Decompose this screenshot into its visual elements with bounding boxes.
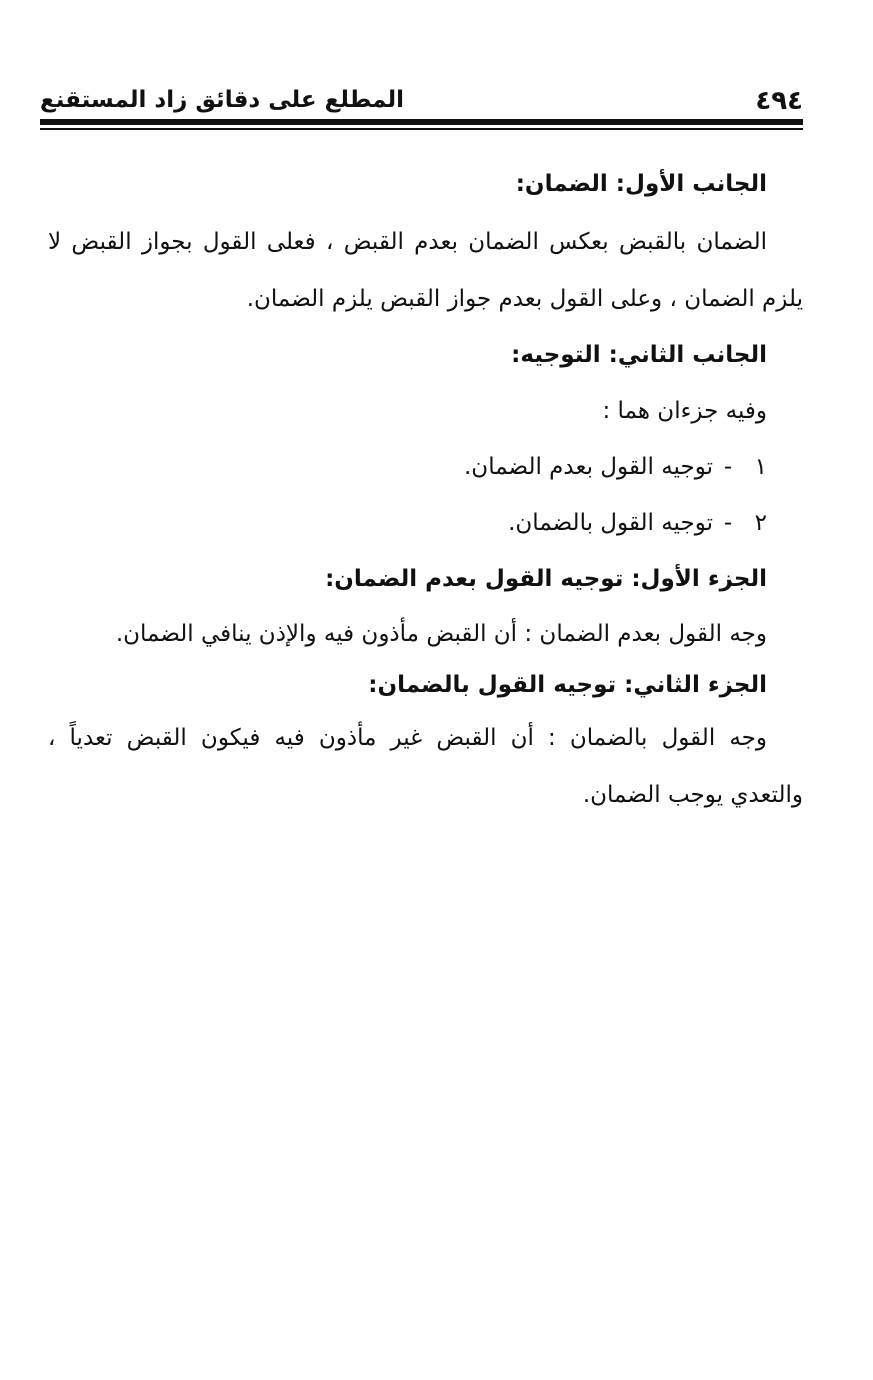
section-heading-second: الجانب الثاني: التوجيه: [511, 342, 767, 368]
list-dash: - [723, 454, 733, 480]
header-rule-thick [40, 119, 803, 125]
section-heading-first: الجانب الأول: الضمان: [515, 171, 767, 197]
subsection-heading-second: الجزء الثاني: توجيه القول بالضمان: [368, 672, 767, 698]
list-item [508, 505, 767, 541]
page-number: ٤٩٤ [755, 86, 803, 116]
list-number: ١ [754, 454, 767, 480]
header-rule-thin [40, 128, 803, 130]
subsection-heading-first: الجزء الأول: توجيه القول بعدم الضمان: [325, 566, 767, 592]
list-number: ٢ [754, 510, 767, 536]
list-item-text: توجيه القول بعدم الضمان. [464, 454, 713, 480]
list-item [464, 449, 767, 485]
page-header [40, 82, 803, 116]
paragraph-line: والتعدي يوجب الضمان. [582, 782, 803, 808]
list-item-text: توجيه القول بالضمان. [508, 510, 713, 536]
paragraph-line: يلزم الضمان ، وعلى القول بعدم جواز القبض يلزم الضمان. [246, 286, 803, 312]
paragraph-line: وجه القول بعدم الضمان : أن القبض مأذون فيه والإذن ينافي الضمان. [115, 621, 767, 647]
running-title: المطلع على دقائق زاد المستقنع [40, 87, 405, 113]
paragraph-line: الضمان بالقبض بعكس الضمان بعدم القبض ، فعلى القول بجواز القبض لا [48, 229, 767, 255]
intro-line: وفيه جزءان هما : [602, 398, 767, 424]
list-dash: - [723, 510, 733, 536]
paragraph-line: وجه القول بالضمان : أن القبض غير مأذون فيه فيكون القبض تعدياً ، [48, 725, 767, 751]
